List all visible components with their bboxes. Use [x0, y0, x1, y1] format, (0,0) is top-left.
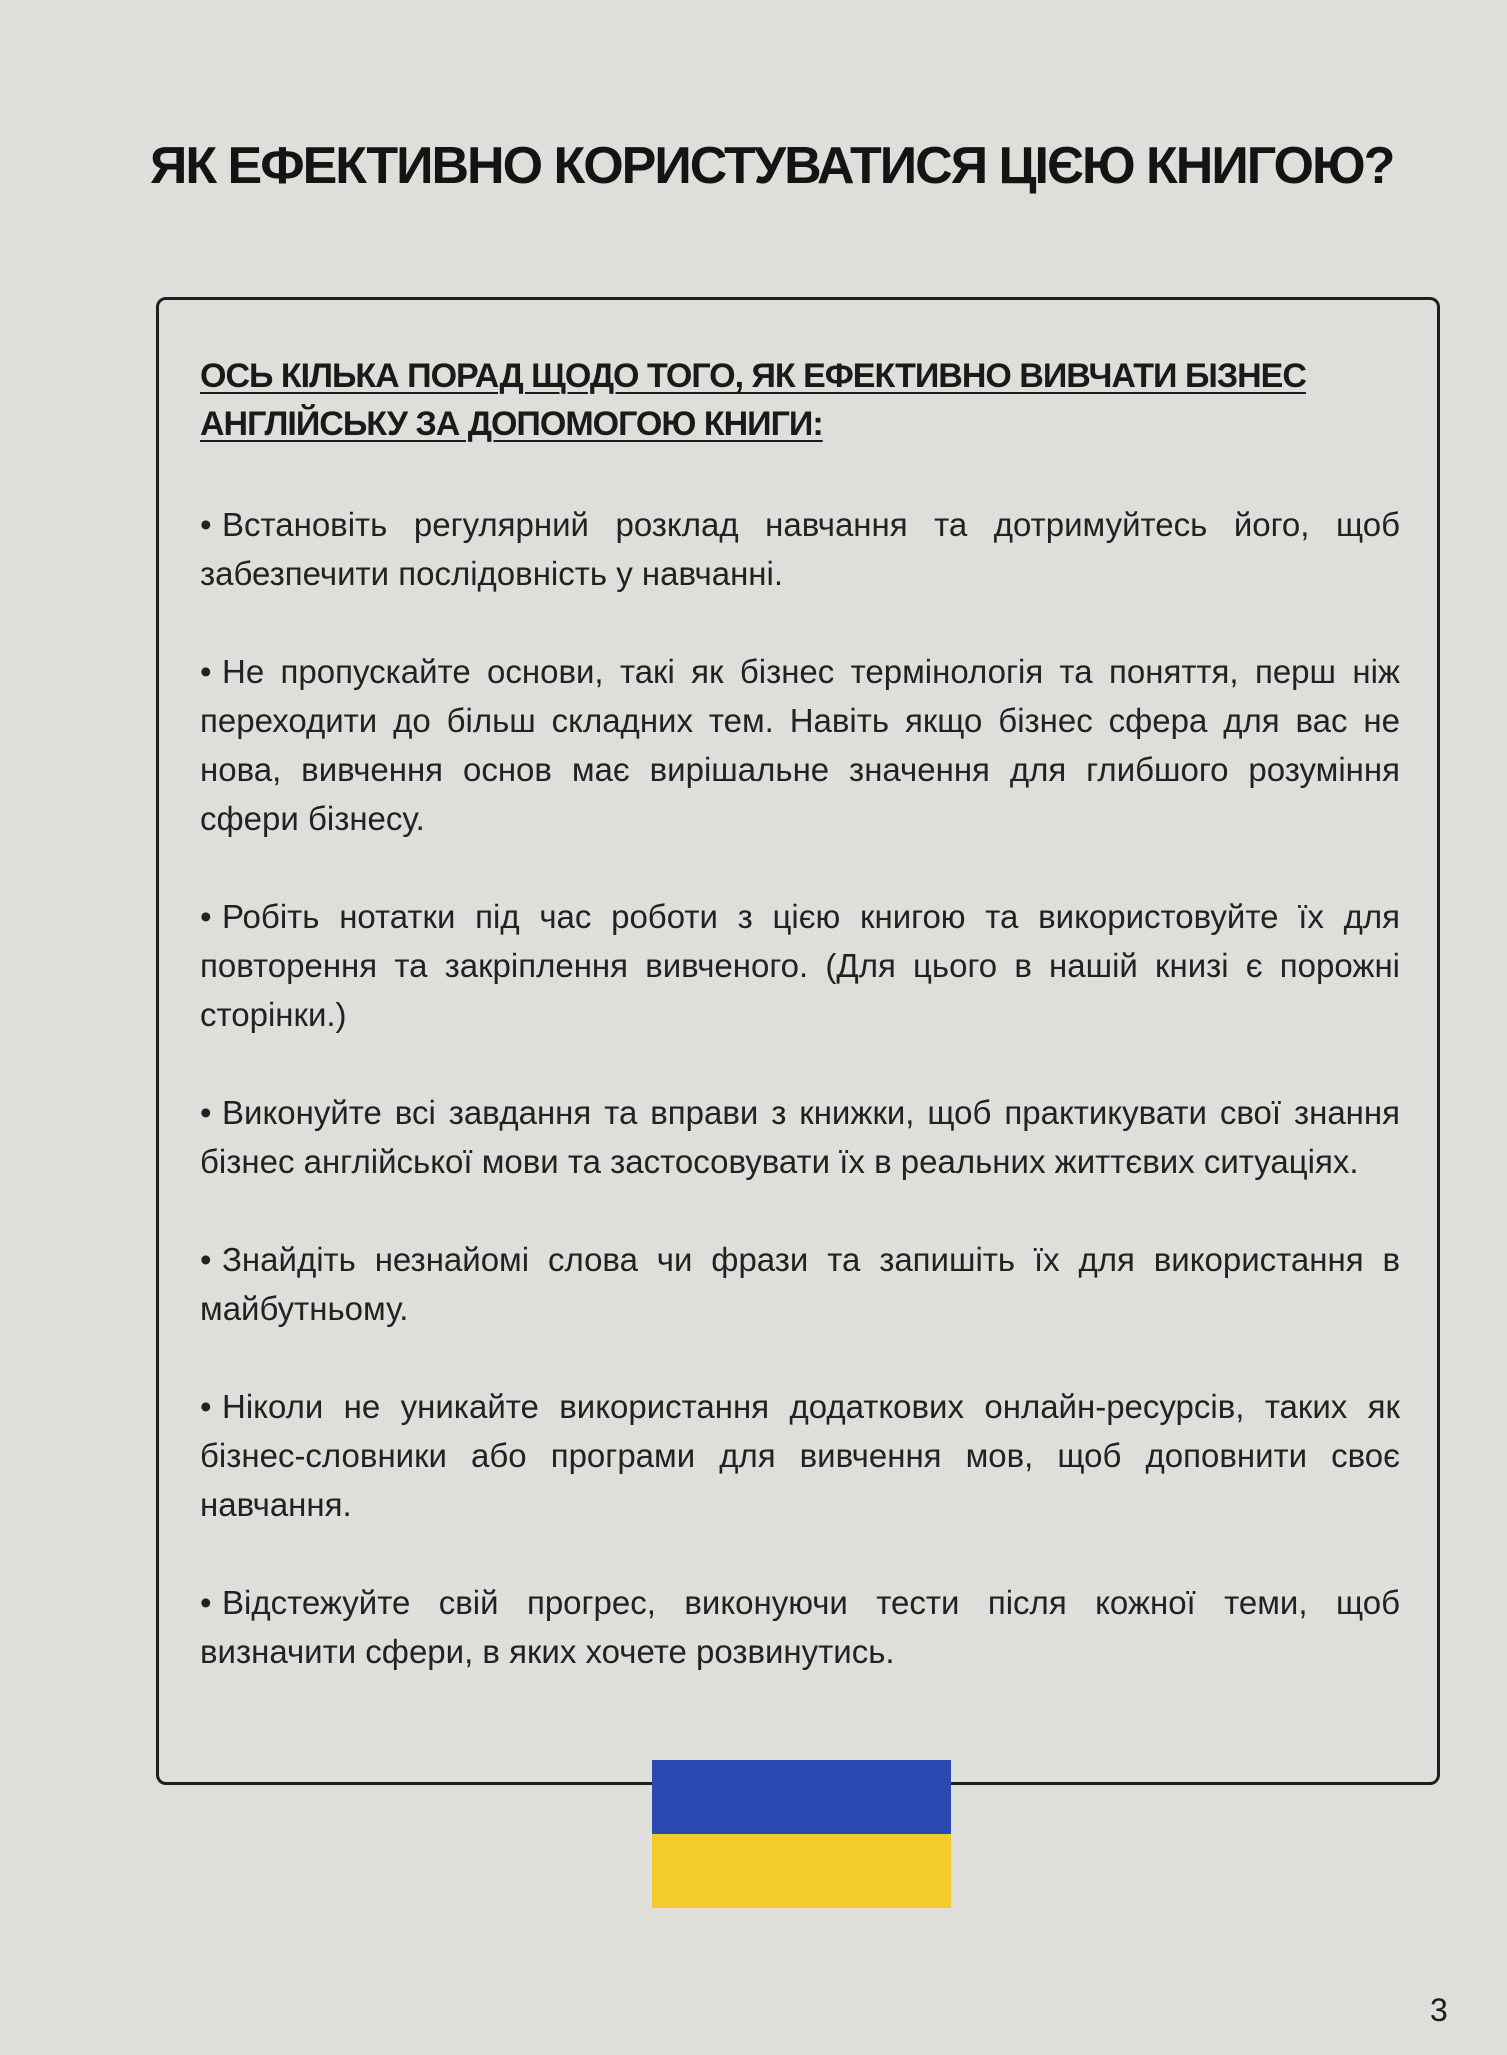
page-title: ЯК ЕФЕКТИВНО КОРИСТУВАТИСЯ ЦІЄЮ КНИГОЮ?: [150, 137, 1394, 195]
tips-list: [200, 500, 1400, 1725]
tip-text: Ніколи не уникайте використання додаткових онлайн-ресурсів, таких як бізнес-словники або програми для вивчення мов, щоб доповнити своє навчання.: [200, 1388, 1400, 1523]
tip-item: [200, 647, 1400, 843]
page-number: 3: [1430, 1992, 1448, 2028]
ukrainian-flag-icon: [652, 1760, 951, 1908]
tip-item: [200, 1578, 1400, 1676]
tip-text: Встановіть регулярний розклад навчання та дотримуйтесь його, щоб забезпечити послідовність у навчанні.: [200, 506, 1400, 592]
bullet-icon: •: [200, 506, 212, 543]
flag-blue-stripe: [652, 1760, 951, 1834]
tip-text: Відстежуйте свій прогрес, виконуючи тести після кожної теми, щоб визначити сфери, в яких хочете розвинутись.: [200, 1584, 1400, 1670]
tip-text: Виконуйте всі завдання та вправи з книжки, щоб практикувати свої знання бізнес англійської мови та застосовувати їх в реальних життєвих ситуаціях.: [200, 1094, 1400, 1180]
bullet-icon: •: [200, 1094, 212, 1131]
bullet-icon: •: [200, 1388, 212, 1425]
tip-text: Не пропускайте основи, такі як бізнес термінологія та поняття, перш ніж переходити до більш складних тем. Навіть якщо бізнес сфера для вас не нова, вивчення основ має вирішальне значення для глибшого розуміння сфери бізнесу.: [200, 653, 1400, 837]
tip-item: [200, 892, 1400, 1039]
bullet-icon: •: [200, 898, 212, 935]
tip-item: [200, 500, 1400, 598]
tip-item: [200, 1088, 1400, 1186]
bullet-icon: •: [200, 653, 212, 690]
tip-item: [200, 1382, 1400, 1529]
bullet-icon: •: [200, 1241, 212, 1278]
flag-yellow-stripe: [652, 1834, 951, 1908]
tips-heading: ОСЬ КІЛЬКА ПОРАД ЩОДО ТОГО, ЯК ЕФЕКТИВНО ВИВЧАТИ БІЗНЕС АНГЛІЙСЬКУ ЗА ДОПОМОГОЮ КНИГИ:: [200, 357, 1306, 443]
tip-item: [200, 1235, 1400, 1333]
tip-text: Робіть нотатки під час роботи з цією книгою та використовуйте їх для повторення та закріплення вивченого. (Для цього в нашій книзі є порожні сторінки.): [200, 898, 1400, 1033]
tip-text: Знайдіть незнайомі слова чи фрази та запишіть їх для використання в майбутньому.: [200, 1241, 1400, 1327]
bullet-icon: •: [200, 1584, 212, 1621]
